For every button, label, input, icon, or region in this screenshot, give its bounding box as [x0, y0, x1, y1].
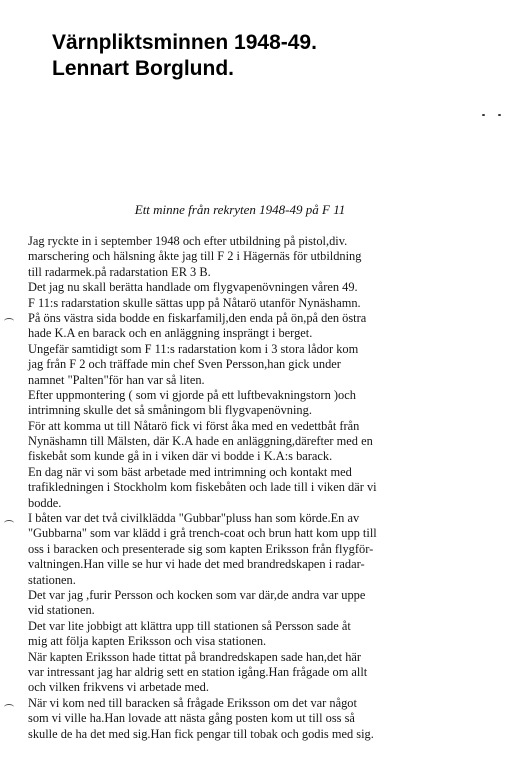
text-line: skulle de ha det med sig.Han fick pengar till tobak och godis med sig.: [28, 726, 374, 741]
scan-speck: [482, 114, 485, 116]
text-line: På öns västra sida bodde en fiskarfamilj,den enda på ön,på den östra: [28, 310, 367, 325]
document-header: [52, 30, 492, 82]
text-line: stationen.: [28, 572, 76, 587]
text-line: var intressant jag har aldrig sett en station igång.Han frågade om allt: [28, 664, 368, 679]
text-line: namnet "Palten"för han var så liten.: [28, 372, 205, 387]
text-line: Efter uppmontering ( som vi gjorde på ett luftbevakningstorn )och: [28, 387, 356, 402]
document-author: Lennart Borglund.: [52, 57, 234, 80]
binder-hole-mark: [4, 520, 14, 526]
text-line: hade K.A en barack och en anläggning insprängt i berget.: [28, 326, 313, 341]
text-line: marschering och hälsning åkte jag till F 2 i Hägernäs för utbildning: [28, 249, 362, 264]
document-subtitle: Ett minne från rekryten 1948-49 på F 11: [134, 202, 346, 217]
text-line: till radarmek.på radarstation ER 3 B.: [28, 264, 211, 279]
text-line: Jag ryckte in i september 1948 och efter utbildning på pistol,div.: [28, 234, 348, 248]
text-line: Nynäshamn till Mälsten, där K.A hade en anläggning,därefter med en: [28, 434, 373, 449]
text-line: bodde.: [28, 495, 62, 510]
text-line: fiskebåt som kunde gå in i viken där vi bodde i K.A:s barack.: [28, 449, 333, 464]
text-line: som vi ville ha.Han lovade att nästa gång posten kom ut till oss så: [28, 711, 355, 726]
text-line: mig att följa kapten Eriksson och visa stationen.: [28, 634, 267, 649]
text-line: och vilken frikvens vi arbetade med.: [28, 680, 209, 695]
text-line: "Gubbarna" som var klädd i grå trench-coat och brun hatt kom upp till: [28, 526, 377, 541]
text-line: För att komma ut till Nåtarö fick vi först åka med en vedettbåt från: [28, 418, 360, 433]
text-line: När vi kom ned till baracken så frågade Eriksson om det var något: [28, 695, 357, 710]
text-line: Det var jag ,furir Persson och kocken som var där,de andra var uppe: [28, 587, 366, 602]
binder-hole-mark: [4, 704, 14, 710]
text-line: vid stationen.: [28, 603, 95, 618]
text-line: Det jag nu skall berätta handlade om flygvapenövningen våren 49.: [28, 280, 358, 295]
text-line: oss i baracken och presenterade sig som kapten Eriksson från flygför-: [28, 541, 374, 556]
text-line: En dag när vi som bäst arbetade med intrimning och kontakt med: [28, 464, 352, 479]
binder-hole-mark: [4, 318, 14, 324]
text-line: När kapten Eriksson hade tittat på brandredskapen sade han,det här: [28, 649, 362, 664]
document-body: [28, 234, 468, 742]
text-line: I båten var det två civilklädda "Gubbar"pluss han som körde.En av: [28, 511, 360, 526]
text-line: trafikledningen i Stockholm kom fiskebåten och lade till i viken där vi: [28, 480, 377, 495]
scan-speck: [498, 114, 501, 116]
document-title: Värnpliktsminnen 1948-49.: [52, 31, 317, 54]
text-line: Det var lite jobbigt att klättra upp till stationen så Persson sade åt: [28, 618, 351, 633]
text-line: F 11:s radarstation skulle sättas upp på Nåtarö utanför Nynäshamn.: [28, 295, 361, 310]
text-line: jag från F 2 och träffade min chef Sven Persson,han gick under: [28, 357, 341, 372]
text-line: Ungefär samtidigt som F 11:s radarstation kom i 3 stora lådor kom: [28, 341, 359, 356]
text-line: valtningen.Han ville se hur vi hade det med brandredskapen i radar-: [28, 557, 365, 572]
text-line: intrimning skulle det så småningom bli flygvapenövning.: [28, 403, 312, 418]
